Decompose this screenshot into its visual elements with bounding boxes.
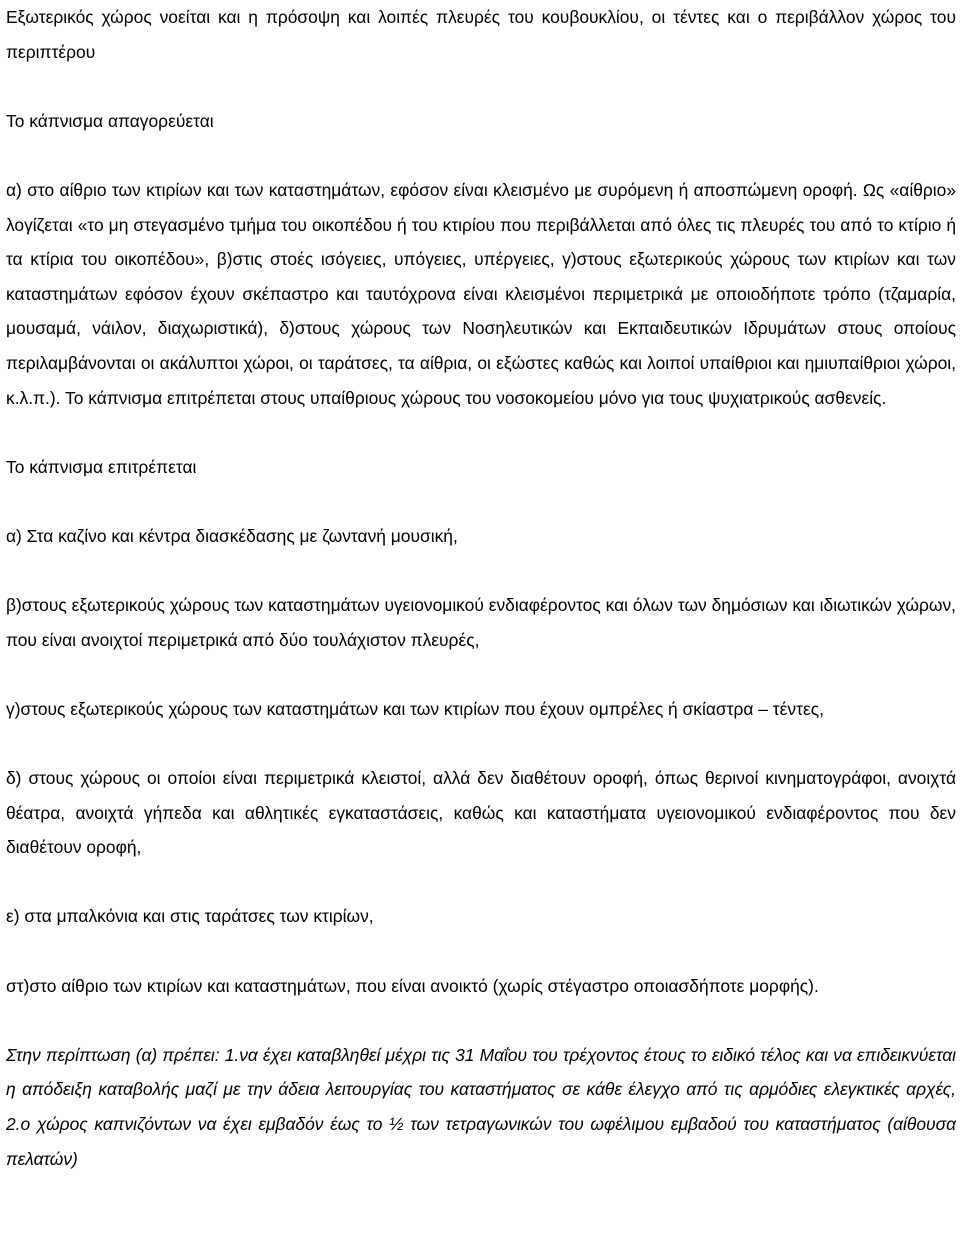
prohibited-paragraph: α) στο αίθριο των κτιρίων και των καταστημάτων, εφόσον είναι κλεισμένο με συρόμενη ή αποσπώμενη οροφή. Ως «αίθριο» λογίζεται «το μη στεγασμένο τμήμα του οικοπέδου ή του κτιρίου που περιβάλλεται από όλες τις πλευρές του από το κτίριο ή τα κτίρια του οικοπέδου», β)στις στοές ισόγειες, υπόγειες, υπέργειες, γ)στους εξωτερικούς χώρους των κτιρίων και των καταστημάτων εφόσον έχουν σκέπαστρο και ταυτόχρονα είναι κλεισμένοι περιμετρικά με οποιοδήποτε τρόπο (τζαμαρία, μουσαμά, νάιλον, διαχωριστικά), δ)στους χώρους των Νοσηλευτικών και Εκπαιδευτικών Ιδρυμάτων στους οποίους περιλαμβάνονται οι ακάλυπτοι χώροι, οι ταράτσες, τα αίθρια, οι εξώστες καθώς και λοιποί υπαίθριοι και ημιυπαίθριοι χώροι, κ.λ.π.). Το κάπνισμα επιτρέπεται στους υπαίθριους χώρους του νοσοκομείου μόνο για τους ψυχιατρικούς ασθενείς. [6, 179, 956, 408]
spacer [6, 934, 956, 969]
spacer [6, 484, 956, 519]
spacer [6, 554, 956, 589]
heading-smoking-allowed: Το κάπνισμα επιτρέπεται [6, 456, 197, 477]
intro-paragraph: Εξωτερικός χώρος νοείται και η πρόσοψη και λοιπές πλευρές του κουβουκλίου, οι τέντες και ο περιβάλλον χώρος του περιπτέρου [6, 7, 956, 62]
spacer [6, 657, 956, 692]
allowed-item-d: δ) στους χώρους οι οποίοι είναι περιμετρικά κλειστοί, αλλά δεν διαθέτουν οροφή, όπως θερινοί κινηματογράφοι, ανοιχτά θέατρα, ανοιχτά γήπεδα και αθλητικές εγκαταστάσεις, καθώς και καταστήματα υγειονομικού ενδιαφέροντος που δεν διαθέτουν οροφή, [6, 768, 956, 858]
allowed-item-b: β)στους εξωτερικούς χώρους των καταστημάτων υγειονομικού ενδιαφέροντος και όλων των δημόσιων και ιδιωτικών χώρων, που είναι ανοιχτοί περιμετρικά από δύο τουλάχιστον πλευρές, [6, 595, 956, 650]
allowed-item-c: γ)στους εξωτερικούς χώρους των καταστημάτων και των κτιρίων που έχουν ομπρέλες ή σκίαστρα – τέντες, [6, 698, 824, 719]
allowed-item-st: στ)στο αίθριο των κτιρίων και καταστημάτων, που είναι ανοικτό (χωρίς στέγαστρο οποιασδήποτε μορφής). [6, 975, 819, 996]
spacer [6, 865, 956, 900]
spacer [6, 726, 956, 761]
document-page [6, 0, 956, 1176]
spacer [6, 415, 956, 450]
note-paragraph: Στην περίπτωση (α) πρέπει: 1.να έχει καταβληθεί μέχρι τις 31 Μαΐου του τρέχοντος έτους το ειδικό τέλος και να επιδεικνύεται η απόδειξη καταβολής μαζί με την άδεια λειτουργίας του καταστήματος σε κάθε έλεγχο από τις αρμόδιες ελεγκτικές αρχές, 2.ο χώρος καπνιζόντων να έχει εμβαδόν έως το ½ των τετραγωνικών του ωφέλιμου εμβαδού του καταστήματος (αίθουσα πελατών) [6, 1044, 956, 1169]
spacer [6, 69, 956, 104]
spacer [6, 138, 956, 173]
allowed-item-e: ε) στα μπαλκόνια και στις ταράτσες των κτιρίων, [6, 906, 374, 927]
heading-smoking-prohibited: Το κάπνισμα απαγορεύεται [6, 110, 214, 131]
spacer [6, 1003, 956, 1038]
allowed-item-a: α) Στα καζίνο και κέντρα διασκέδασης με ζωντανή μουσική, [6, 525, 458, 546]
